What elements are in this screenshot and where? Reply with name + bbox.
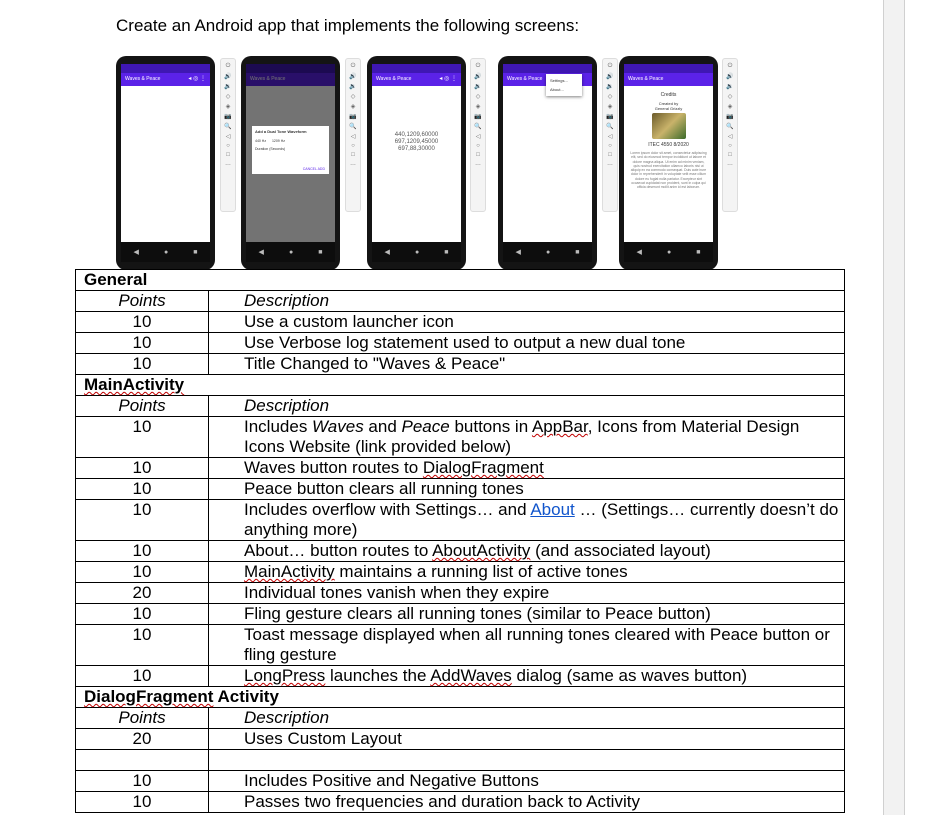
table-row (76, 333, 845, 354)
credits-course: ITEC 4550 8/2020 (648, 142, 689, 148)
dialog-duration: Duration (Seconds) (255, 147, 286, 151)
add-tone-dialog (252, 126, 329, 174)
points-header: Points (76, 396, 209, 417)
phone-dialog: Add a Dual Tone Waveform 440 Hz 1209 Hz Duration (Seconds) CANCEL ADD ◀ ● ■ (241, 56, 340, 270)
section-general: General (76, 270, 845, 291)
dialog-field-2: 1209 Hz (271, 139, 285, 143)
table-row (76, 312, 845, 333)
tone-list (372, 132, 461, 153)
description-cell: LongPress launches the AddWaves dialog (same as waves button) (209, 666, 845, 687)
table-row (76, 729, 845, 750)
table-row (76, 417, 845, 458)
description-cell (209, 750, 845, 771)
points-cell: 10 (76, 771, 209, 792)
description-cell: Fling gesture clears all running tones (similar to Peace button) (209, 604, 845, 625)
points-cell: 10 (76, 354, 209, 375)
section-title: MainActivity (84, 375, 185, 394)
table-row (76, 458, 845, 479)
description-cell: Includes Waves and Peace buttons in AppBar, Icons from Material Design Icons Website (link provided below) (209, 417, 845, 458)
screenshots-strip (116, 56, 746, 270)
description-cell: Uses Custom Layout (209, 729, 845, 750)
points-cell: 10 (76, 479, 209, 500)
points-cell: 10 (76, 458, 209, 479)
points-cell: 10 (76, 333, 209, 354)
table-row (76, 666, 845, 687)
table-row (76, 500, 845, 541)
credits-lorem: Lorem ipsum dolor sit amet, consectetur adipiscing elit, sed do eiusmod tempor incididunt ut labore et dolore magna aliqua. Ut enim ad minim veniam, quis nostrud exercitation ullamco laboris nisi ut aliquip ex ea commodo consequat. Duis aute irure dolor in reprehenderit in voluptate velit esse cillum dolore eu fugiat nulla pariatur. Excepteur sint occaecat cupidatat non proident, sunt in culpa qui officia deserunt mollit anim id est laborum. (630, 151, 707, 190)
points-cell: 10 (76, 666, 209, 687)
nav-bar: ◀ ● ■ (121, 242, 210, 262)
phone-credits: Waves & Peace Credits Created by General Grizzly ITEC 4550 8/2020 Lorem ipsum dolor sit amet, consectetur adipiscing elit, sed do eiusmod tempor incididunt ut labore et dolore magna aliqua. Ut enim ad minim veniam, quis nostrud exercitation ullamco laboris nisi ut aliquip ex ea commodo consequat. Duis aute irure dolor in reprehenderit in voluptate velit esse cillum dolore eu fugiat nulla pariatur. Excepteur sint occaecat cupidatat non proident, sunt in culpa qui officia deserunt mollit anim id est laborum. ◀ ● ■ (619, 56, 718, 270)
tone-item: 697,1209,45000 (394, 139, 439, 145)
points-cell: 10 (76, 500, 209, 541)
table-row (76, 479, 845, 500)
description-header: Description (209, 291, 845, 312)
table-row (76, 604, 845, 625)
dialog-field-1: 440 Hz (255, 139, 267, 143)
table-row (76, 354, 845, 375)
tone-item: 697,88,30000 (398, 146, 435, 152)
points-header: Points (76, 291, 209, 312)
table-row (76, 583, 845, 604)
table-row (76, 541, 845, 562)
vertical-scrollbar[interactable] (883, 0, 905, 815)
table-row (76, 771, 845, 792)
points-cell: 10 (76, 562, 209, 583)
points-cell: 10 (76, 312, 209, 333)
table-row (76, 792, 845, 813)
description-cell: Use Verbose log statement used to output a new dual tone (209, 333, 845, 354)
rubric-table (75, 269, 845, 813)
points-cell: 10 (76, 604, 209, 625)
description-cell: Individual tones vanish when they expire (209, 583, 845, 604)
description-cell: Title Changed to "Waves & Peace" (209, 354, 845, 375)
phone-tones: Waves & Peace ◂ ◎ ⋮ 440,1209,60000 697,1209,45000 697,88,30000 ◀ ● ■ (367, 56, 466, 270)
grizzly-image (652, 113, 686, 139)
intro-text: Create an Android app that implements the following screens: (116, 16, 580, 35)
dialog-title: Add a Dual Tone Waveform (255, 129, 307, 134)
description-cell: Includes overflow with Settings… and About … (Settings… currently doesn’t do anything more) (209, 500, 845, 541)
points-cell: 10 (76, 625, 209, 666)
points-cell: 10 (76, 541, 209, 562)
description-header: Description (209, 708, 845, 729)
overflow-menu (546, 74, 582, 96)
points-cell: 20 (76, 583, 209, 604)
menu-item-about: About... (550, 87, 564, 92)
table-row (76, 562, 845, 583)
credits-author: General Grizzly (654, 106, 683, 111)
app-title: Waves & Peace (507, 76, 543, 82)
tone-item: 440,1209,60000 (394, 132, 439, 138)
about-link[interactable]: About (530, 500, 575, 519)
description-cell: MainActivity maintains a running list of active tones (209, 562, 845, 583)
points-cell: 20 (76, 729, 209, 750)
section-mainactivity (76, 375, 845, 396)
section-dialogfragment: DialogFragment Activity (76, 687, 845, 708)
description-cell: About… button routes to AboutActivity (and associated layout) (209, 541, 845, 562)
app-title: Waves & Peace (376, 76, 412, 82)
credits-title: Credits (660, 92, 677, 98)
credits-created-by: Created by (658, 101, 679, 106)
emulator-toolbar: ⏻ 🔊 🔉 ◇ ◈ 📷 🔍 ◁ ○ □ … (470, 58, 486, 212)
points-cell: 10 (76, 792, 209, 813)
emulator-toolbar: ⏻ 🔊 🔉 ◇ ◈ 📷 🔍 ◁ ○ □ … (602, 58, 618, 212)
app-title: Waves & Peace (125, 76, 161, 82)
description-cell: Peace button clears all running tones (209, 479, 845, 500)
table-row (76, 625, 845, 666)
description-cell: Includes Positive and Negative Buttons (209, 771, 845, 792)
phone-main (116, 56, 215, 270)
table-row (76, 750, 845, 771)
appbar-actions-icon: ◂ ◎ ⋮ (188, 76, 206, 82)
emulator-toolbar: ⏻ 🔊 🔉 ◇ ◈ 📷 🔍 ◁ ○ □ … (220, 58, 236, 212)
menu-item-settings: Settings... (550, 78, 568, 83)
points-cell (76, 750, 209, 771)
dialog-buttons: CANCEL ADD (302, 167, 325, 171)
points-header: Points (76, 708, 209, 729)
app-title: Waves & Peace (628, 76, 664, 82)
points-cell: 10 (76, 417, 209, 458)
emulator-toolbar: ⏻ 🔊 🔉 ◇ ◈ 📷 🔍 ◁ ○ □ … (345, 58, 361, 212)
description-cell: Use a custom launcher icon (209, 312, 845, 333)
phone-menu: Waves & Peace Settings... About... ◀ ● ■ (498, 56, 597, 270)
description-cell: Passes two frequencies and duration back to Activity (209, 792, 845, 813)
description-header: Description (209, 396, 845, 417)
description-cell: Waves button routes to DialogFragment (209, 458, 845, 479)
emulator-toolbar: ⏻ 🔊 🔉 ◇ ◈ 📷 🔍 ◁ ○ □ … (722, 58, 738, 212)
description-cell: Toast message displayed when all running tones cleared with Peace button or fling gesture (209, 625, 845, 666)
